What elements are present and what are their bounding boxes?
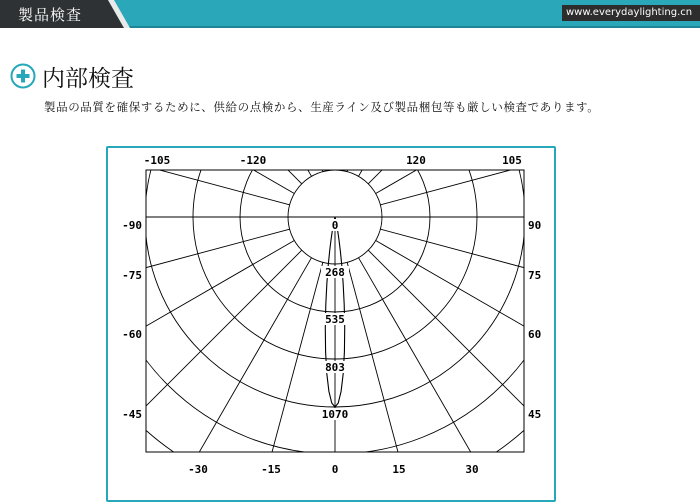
right-angle-label: 60 [528,328,542,341]
right-angle-label: 90 [528,219,542,232]
page-tab-title[interactable]: 製品検査 [18,6,83,24]
right-angle-label: 75 [528,269,542,282]
bottom-angle-label: -15 [261,463,281,476]
left-angle-label: -60 [122,328,142,341]
intensity-label: 1070 [321,408,349,421]
grid-radial-line [359,258,555,500]
top-angle-label: 105 [502,154,522,167]
grid-radial-line [368,148,554,184]
bottom-angle-label: 0 [331,463,339,476]
bottom-angle-label: 30 [465,463,479,476]
right-angle-label: 45 [528,408,542,421]
grid-radial-line [108,148,312,176]
top-angle-label: -105 [143,154,171,167]
intensity-label: 803 [325,361,345,374]
grid-radial-line [108,148,302,184]
left-angle-label: -75 [122,269,142,282]
left-angle-label: -45 [122,408,142,421]
intensity-label: 268 [325,266,345,279]
intensity-label: 0 [331,219,339,232]
top-angle-label: 120 [406,154,426,167]
grid-radial-line [108,258,312,500]
grid-radial-line [359,148,555,176]
left-angle-label: -90 [122,219,142,232]
grid-radial-line [347,262,464,500]
grid-radial-line [376,148,554,194]
intensity-label: 535 [325,313,345,326]
photometric-diagram [106,146,556,502]
plus-circle-icon [10,63,36,89]
bottom-angle-label: -30 [188,463,208,476]
polar-intensity-chart [108,148,554,500]
bottom-angle-label: 15 [392,463,406,476]
header-bar [0,0,700,28]
site-url[interactable]: www.everydaylighting.cn [562,5,700,21]
top-angle-label: -120 [239,154,267,167]
section-title: 内部検査 [42,66,134,92]
section-description: 製品の品質を確保するために、供給の点検から、生産ライン及び製品梱包等も厳しい検査であります。 [44,100,600,114]
